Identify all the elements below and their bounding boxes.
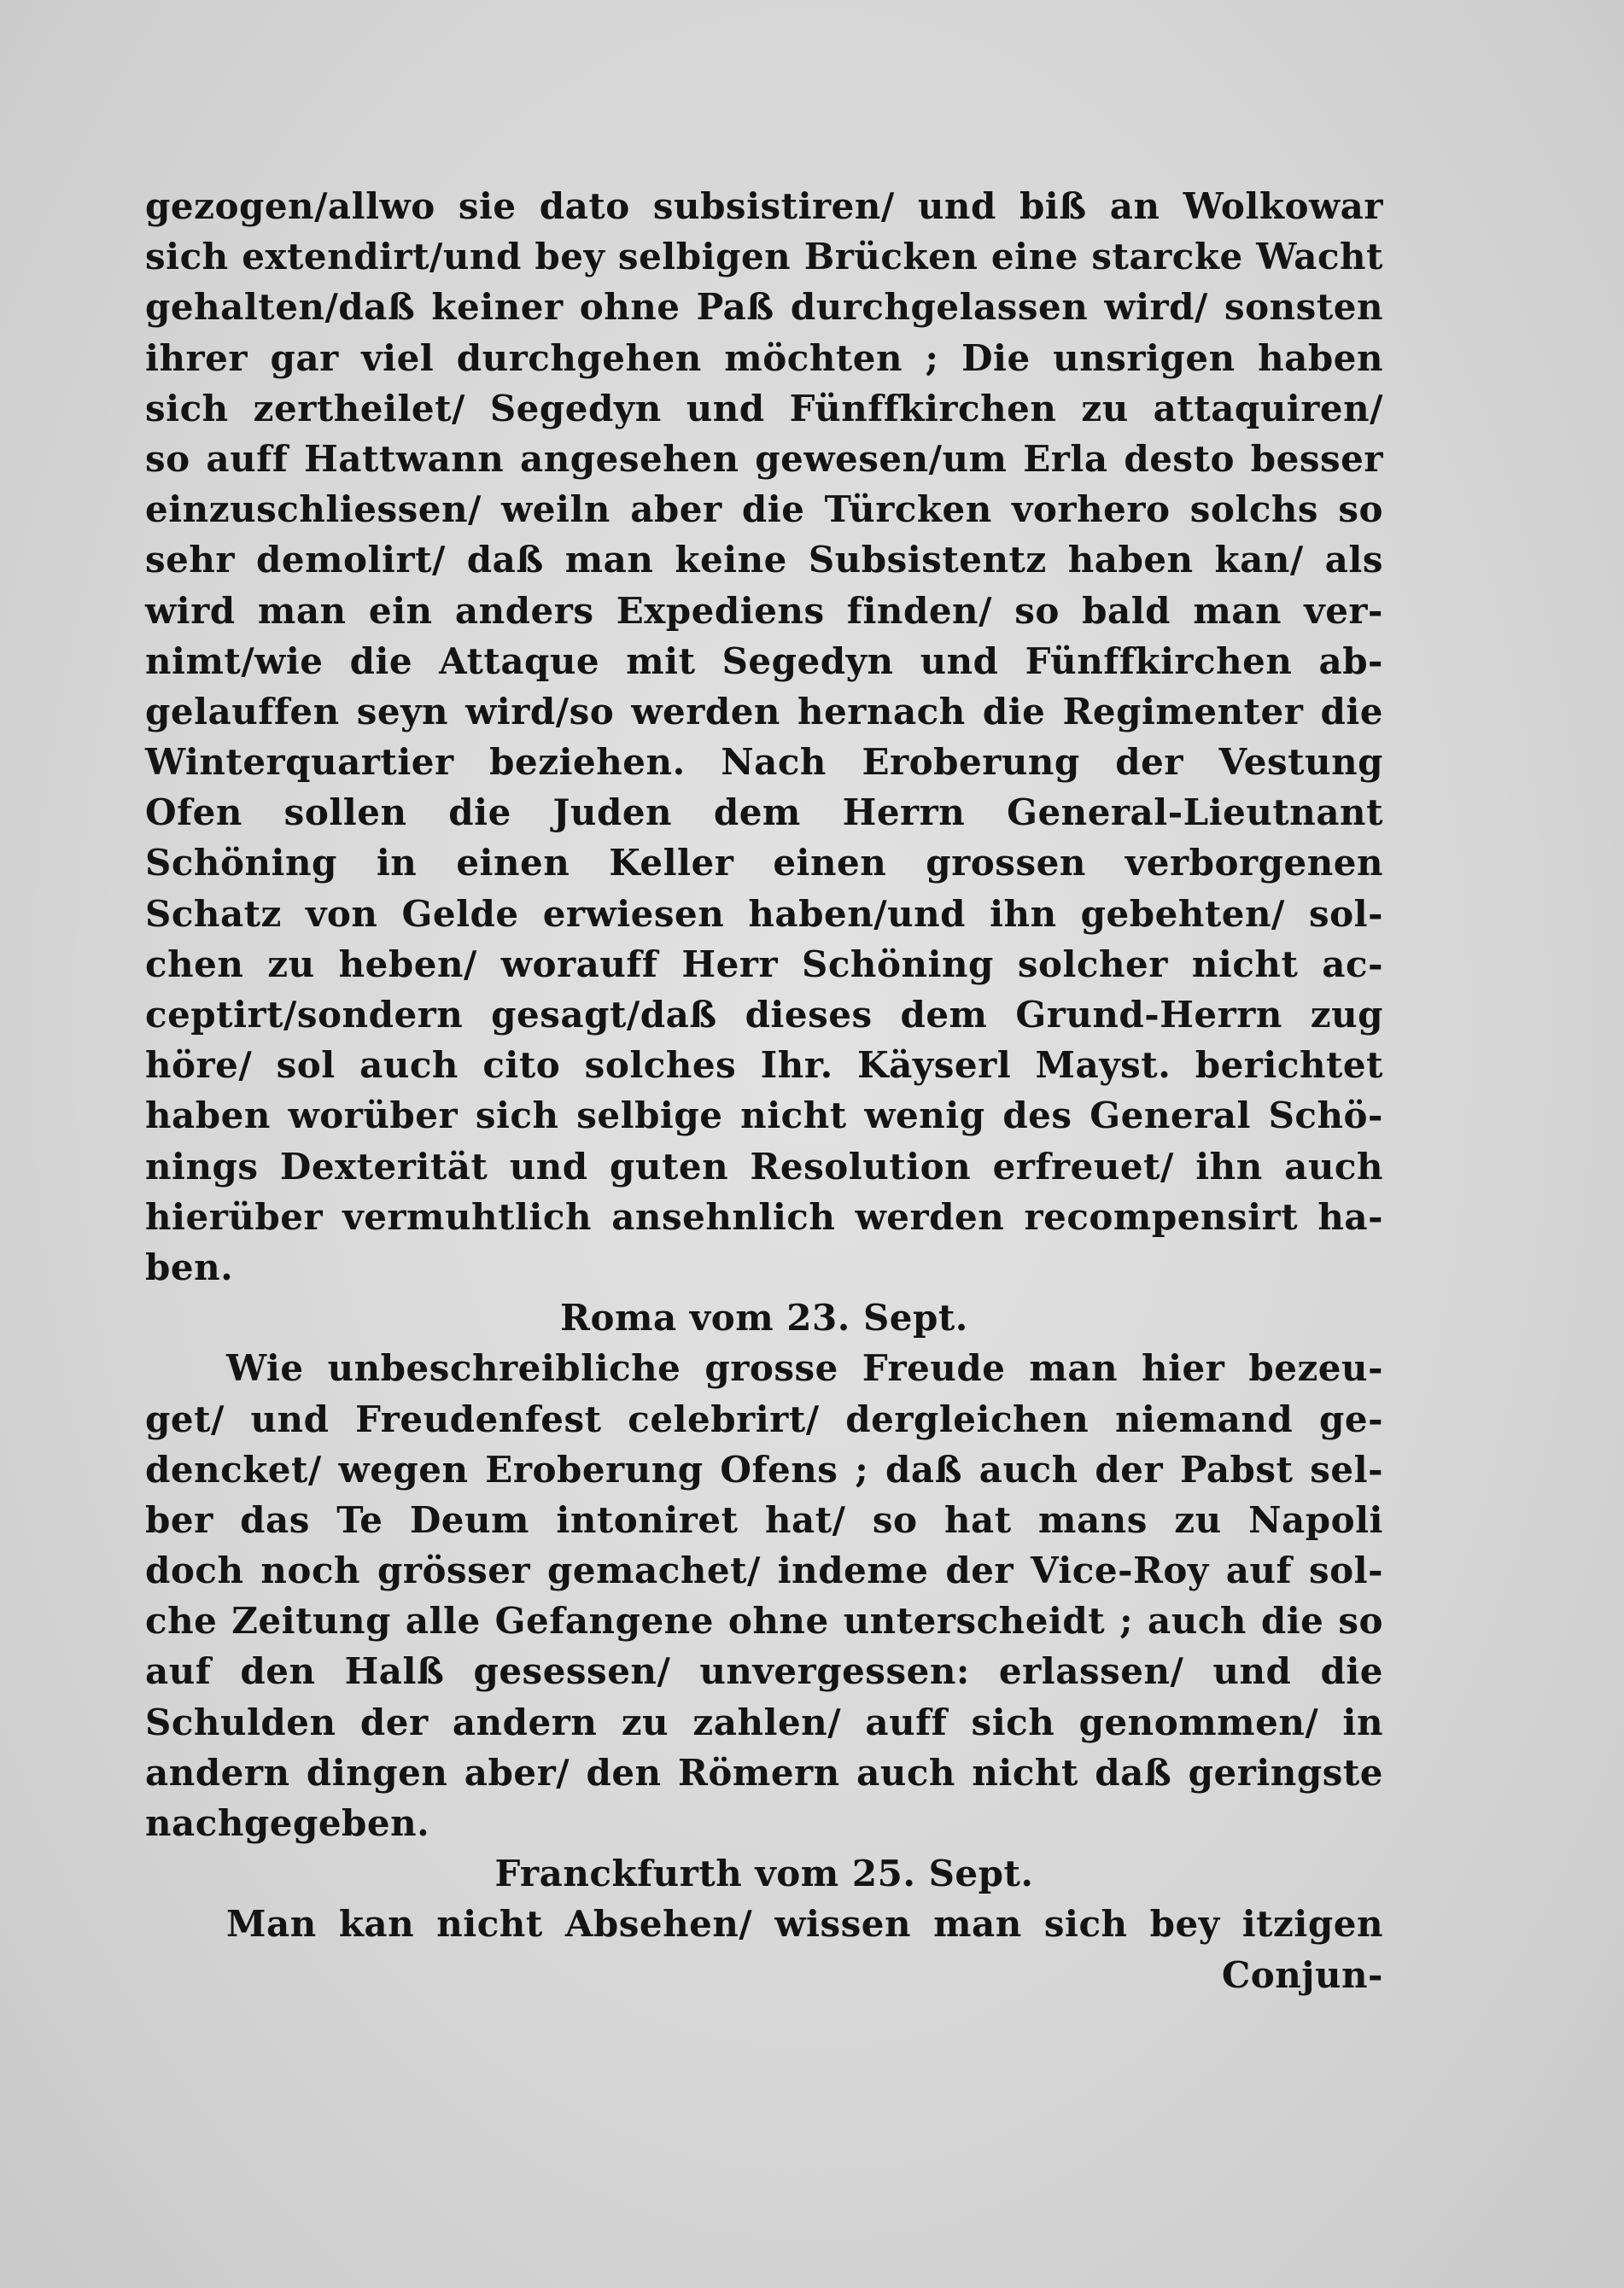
text-line: andern dingen aber/ den Römern auch nicht daß geringste: [145, 1751, 1383, 1794]
news-section-continuation: [145, 181, 1383, 1293]
text-line: sich zertheilet/ Segedyn und Fünffkirchen zu attaquiren/: [145, 387, 1383, 429]
text-line: Winterquartier beziehen. Nach Eroberung der Vestung: [145, 741, 1383, 784]
text-line: Wie unbeschreibliche grosse Freude man hier bezeu-: [226, 1347, 1383, 1390]
text-line: ceptirt/sondern gesagt/daß dieses dem Grund-Herrn zug: [145, 994, 1383, 1036]
text-line: nimt/wie die Attaque mit Segedyn und Fünffkirchen ab-: [145, 639, 1383, 682]
text-line: höre/ sol auch cito solches Ihr. Käyserl Mayst. berichtet: [145, 1044, 1383, 1087]
text-line: Schatz von Gelde erwiesen haben/und ihn gebehten/ sol-: [145, 892, 1383, 935]
section-heading-roma: Roma vom 23. Sept.: [560, 1297, 968, 1340]
text-line: doch noch grösser gemachet/ indeme der Vice-Roy auf sol-: [145, 1550, 1383, 1592]
text-line: haben worüber sich selbige nicht wenig des General Schö-: [145, 1094, 1383, 1137]
text-line: chen zu heben/ worauff Herr Schöning solcher nicht ac-: [145, 943, 1383, 985]
document-text: [145, 181, 1383, 2000]
text-line: Man kan nicht Absehen/ wissen man sich bey itzigen: [226, 1903, 1383, 1946]
text-line: gehalten/daß keiner ohne Paß durchgelassen wird/ sonsten: [145, 286, 1383, 329]
text-line: che Zeitung alle Gefangene ohne unterscheidt ; auch die so: [145, 1600, 1383, 1643]
text-line: dencket/ wegen Eroberung Ofens ; daß auch der Pabst sel-: [145, 1448, 1383, 1491]
section-heading-franckfurth: Franckfurth vom 25. Sept.: [494, 1853, 1034, 1895]
news-section-franckfurth: [145, 1848, 1383, 2000]
text-line: get/ und Freudenfest celebrirt/ dergleichen niemand ge-: [145, 1398, 1383, 1440]
text-line: so auff Hattwann angesehen gewesen/um Erla desto besser: [145, 437, 1383, 480]
text-line: Schöning in einen Keller einen grossen verborgenen: [145, 842, 1383, 884]
text-line: nings Dexterität und guten Resolution erfreuet/ ihn auch: [145, 1145, 1383, 1188]
text-line: sehr demolirt/ daß man keine Subsistentz haben kan/ als: [145, 539, 1383, 581]
text-line: einzuschliessen/ weiln aber die Türcken vorhero solchs so: [145, 488, 1383, 531]
text-line-last: ben.: [145, 1246, 234, 1288]
text-line: ihrer gar viel durchgehen möchten ; Die unsrigen haben: [145, 336, 1383, 379]
news-section-roma: [145, 1293, 1383, 1848]
text-line: gezogen/allwo sie dato subsistiren/ und biß an Wolkowar: [145, 185, 1383, 227]
catchword: Conjun-: [1221, 1953, 1383, 1996]
text-line: hierüber vermuhtlich ansehnlich werden recompensirt ha-: [145, 1195, 1383, 1238]
text-line: wird man ein anders Expediens finden/ so bald man ver-: [145, 589, 1383, 632]
text-line: gelauffen seyn wird/so werden hernach die Regimenter die: [145, 690, 1383, 733]
text-line: Schulden der andern zu zahlen/ auff sich genommen/ in: [145, 1701, 1383, 1743]
text-line: sich extendirt/und bey selbigen Brücken eine starcke Wacht: [145, 236, 1383, 278]
text-line-last: nachgegeben.: [145, 1802, 430, 1844]
text-line: auf den Halß gesessen/ unvergessen: erlassen/ und die: [145, 1650, 1383, 1693]
text-line: ber das Te Deum intoniret hat/ so hat mans zu Napoli: [145, 1498, 1383, 1541]
text-line: Ofen sollen die Juden dem Herrn General-Lieutnant: [145, 791, 1383, 834]
